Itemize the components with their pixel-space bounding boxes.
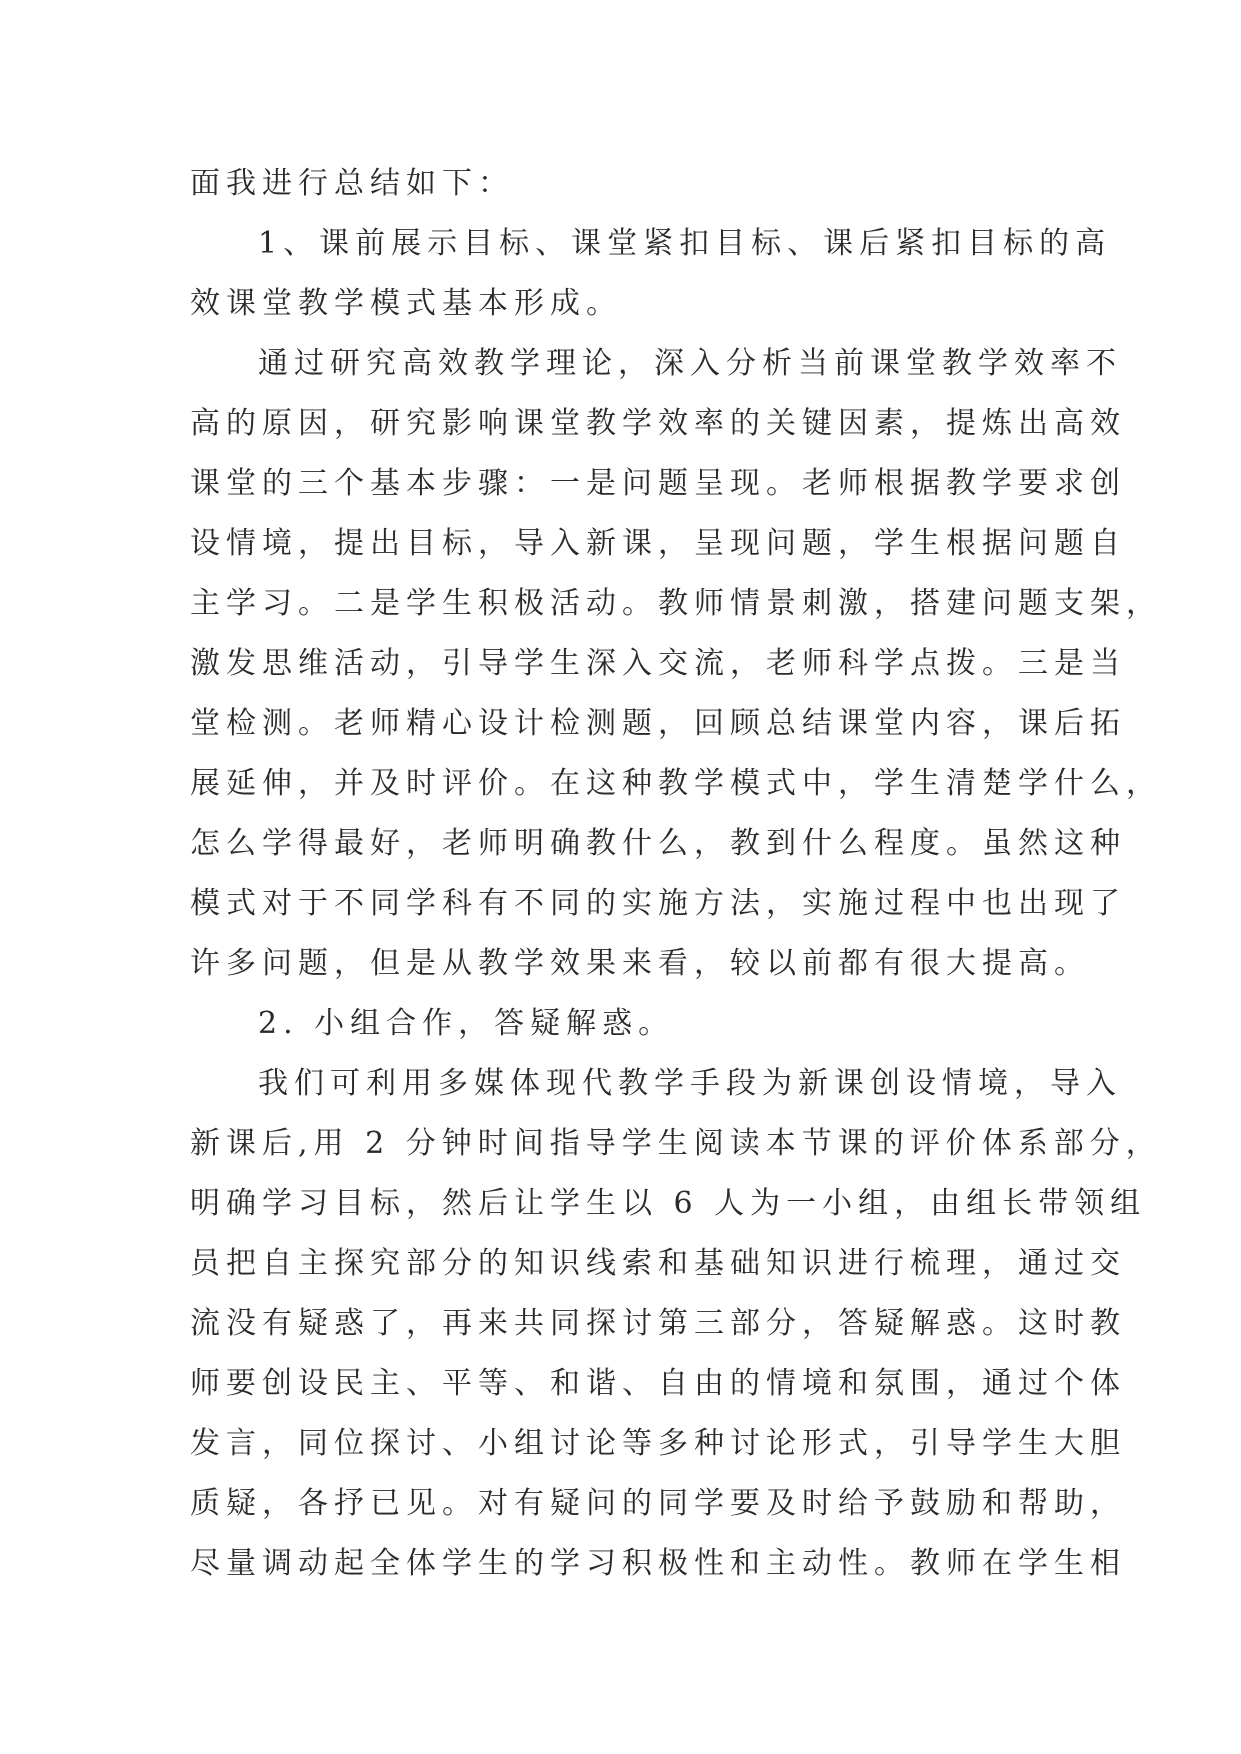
- body-text: [190, 154, 1162, 1594]
- text-line: 师要创设民主、平等、和谐、自由的情境和氛围，通过个体: [190, 1366, 1126, 1401]
- text-line: 模式对于不同学科有不同的实施方法，实施过程中也出现了: [190, 886, 1126, 921]
- section-heading-2: 2. 小组合作，答疑解惑。: [258, 1006, 675, 1041]
- text-line: 新课后,用 2 分钟时间指导学生阅读本节课的评价体系部分，: [190, 1126, 1162, 1161]
- text-line: 怎么学得最好，老师明确教什么，教到什么程度。虽然这种: [190, 826, 1126, 861]
- text-line: 流没有疑惑了，再来共同探讨第三部分，答疑解惑。这时教: [190, 1306, 1126, 1341]
- text-line: 效课堂教学模式基本形成。: [190, 286, 622, 321]
- paragraph-start: 我们可利用多媒体现代教学手段为新课创设情境，导入: [258, 1066, 1122, 1101]
- text-line: 课堂的三个基本步骤：一是问题呈现。老师根据教学要求创: [190, 466, 1126, 501]
- paragraph-start: 通过研究高效教学理论，深入分析当前课堂教学效率不: [258, 346, 1122, 381]
- text-line: 尽量调动起全体学生的学习积极性和主动性。教师在学生相: [190, 1546, 1126, 1581]
- section-heading-1: 1、课前展示目标、课堂紧扣目标、课后紧扣目标的高: [258, 226, 1112, 261]
- text-line: 质疑，各抒已见。对有疑问的同学要及时给予鼓励和帮助，: [190, 1486, 1126, 1521]
- text-line: 发言，同位探讨、小组讨论等多种讨论形式，引导学生大胆: [190, 1426, 1126, 1461]
- text-line: 展延伸，并及时评价。在这种教学模式中，学生清楚学什么，: [190, 766, 1162, 801]
- text-line: 明确学习目标，然后让学生以 6 人为一小组，由组长带领组: [190, 1186, 1147, 1221]
- text-line: 高的原因，研究影响课堂教学效率的关键因素，提炼出高效: [190, 406, 1126, 441]
- text-line: 主学习。二是学生积极活动。教师情景刺激，搭建问题支架，: [190, 586, 1162, 621]
- text-line: 面我进行总结如下：: [190, 166, 514, 201]
- text-line: 员把自主探究部分的知识线索和基础知识进行梳理，通过交: [190, 1246, 1126, 1281]
- text-line: 激发思维活动，引导学生深入交流，老师科学点拨。三是当: [190, 646, 1126, 681]
- text-line: 许多问题，但是从教学效果来看，较以前都有很大提高。: [190, 946, 1090, 981]
- text-line: 堂检测。老师精心设计检测题，回顾总结课堂内容，课后拓: [190, 706, 1126, 741]
- text-line: 设情境，提出目标，导入新课，呈现问题，学生根据问题自: [190, 526, 1126, 561]
